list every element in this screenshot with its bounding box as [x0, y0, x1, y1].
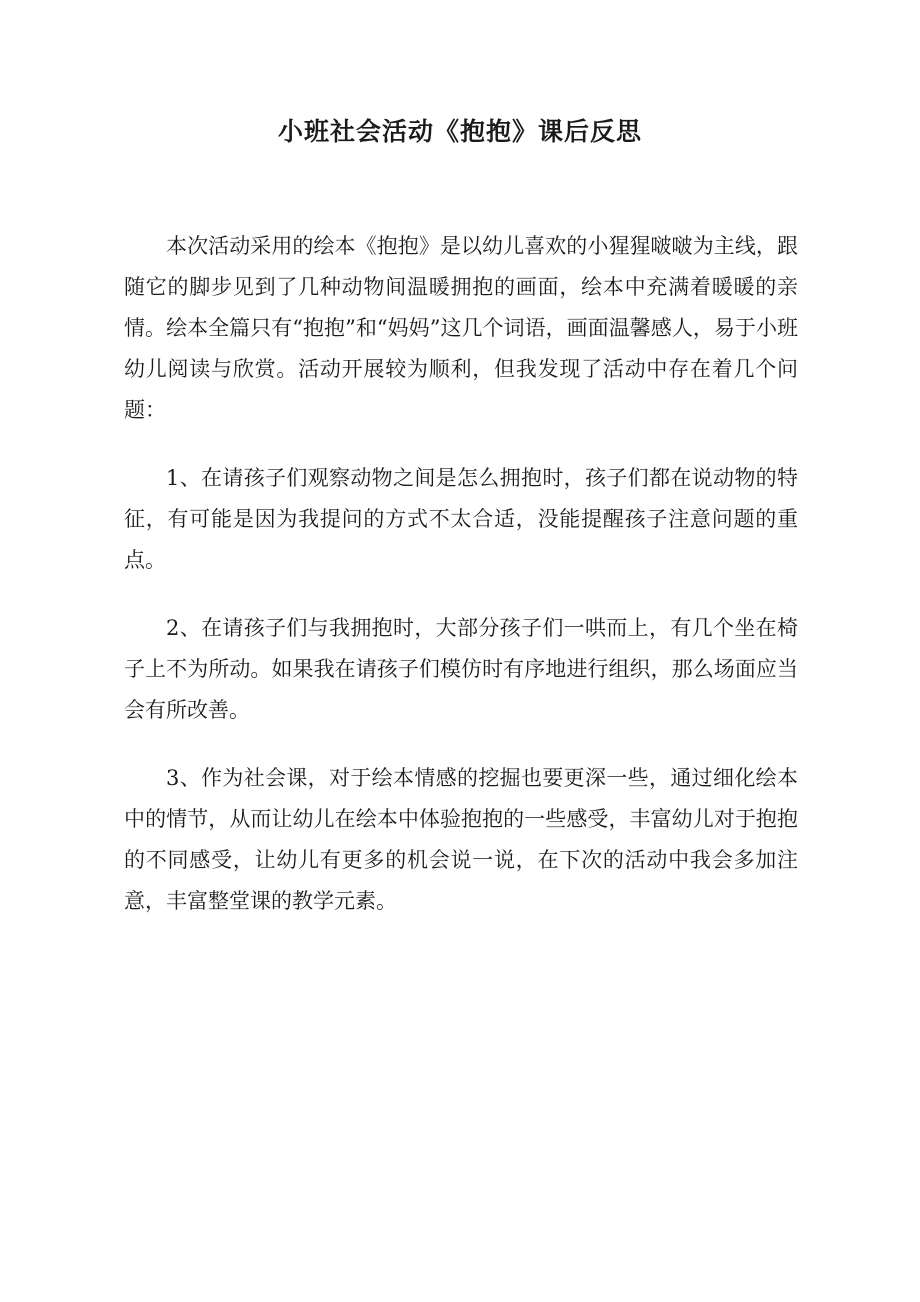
- paragraph-intro: 本次活动采用的绘本《抱抱》是以幼儿喜欢的小猩猩啵啵为主线，跟随它的脚步见到了几种动物间温暖拥抱的画面，绘本中充满着暖暖的亲情。绘本全篇只有“抱抱”和“妈妈”这几个词语，画面温馨感人，易于小班幼儿阅读与欣赏。活动开展较为顺利，但我发现了活动中存在着几个问题：: [124, 234, 798, 422]
- document-body: [124, 226, 798, 949]
- paragraph-issue-2: 2、在请孩子们与我拥抱时，大部分孩子们一哄而上，有几个坐在椅子上不为所动。如果我在请孩子们模仿时有序地进行组织，那么场面应当会有所改善。: [124, 616, 798, 722]
- paragraph-issue-1: 1、在请孩子们观察动物之间是怎么拥抱时，孩子们都在说动物的特征，有可能是因为我提问的方式不太合适，没能提醒孩子注意问题的重点。: [124, 466, 798, 572]
- document-title: 小班社会活动《抱抱》课后反思: [277, 117, 642, 146]
- paragraph-issue-3: 3、作为社会课，对于绘本情感的挖掘也要更深一些，通过细化绘本中的情节，从而让幼儿在绘本中体验抱抱的一些感受，丰富幼儿对于抱抱的不同感受，让幼儿有更多的机会说一说，在下次的活动中我会多加注意，丰富整堂课的教学元素。: [124, 766, 798, 913]
